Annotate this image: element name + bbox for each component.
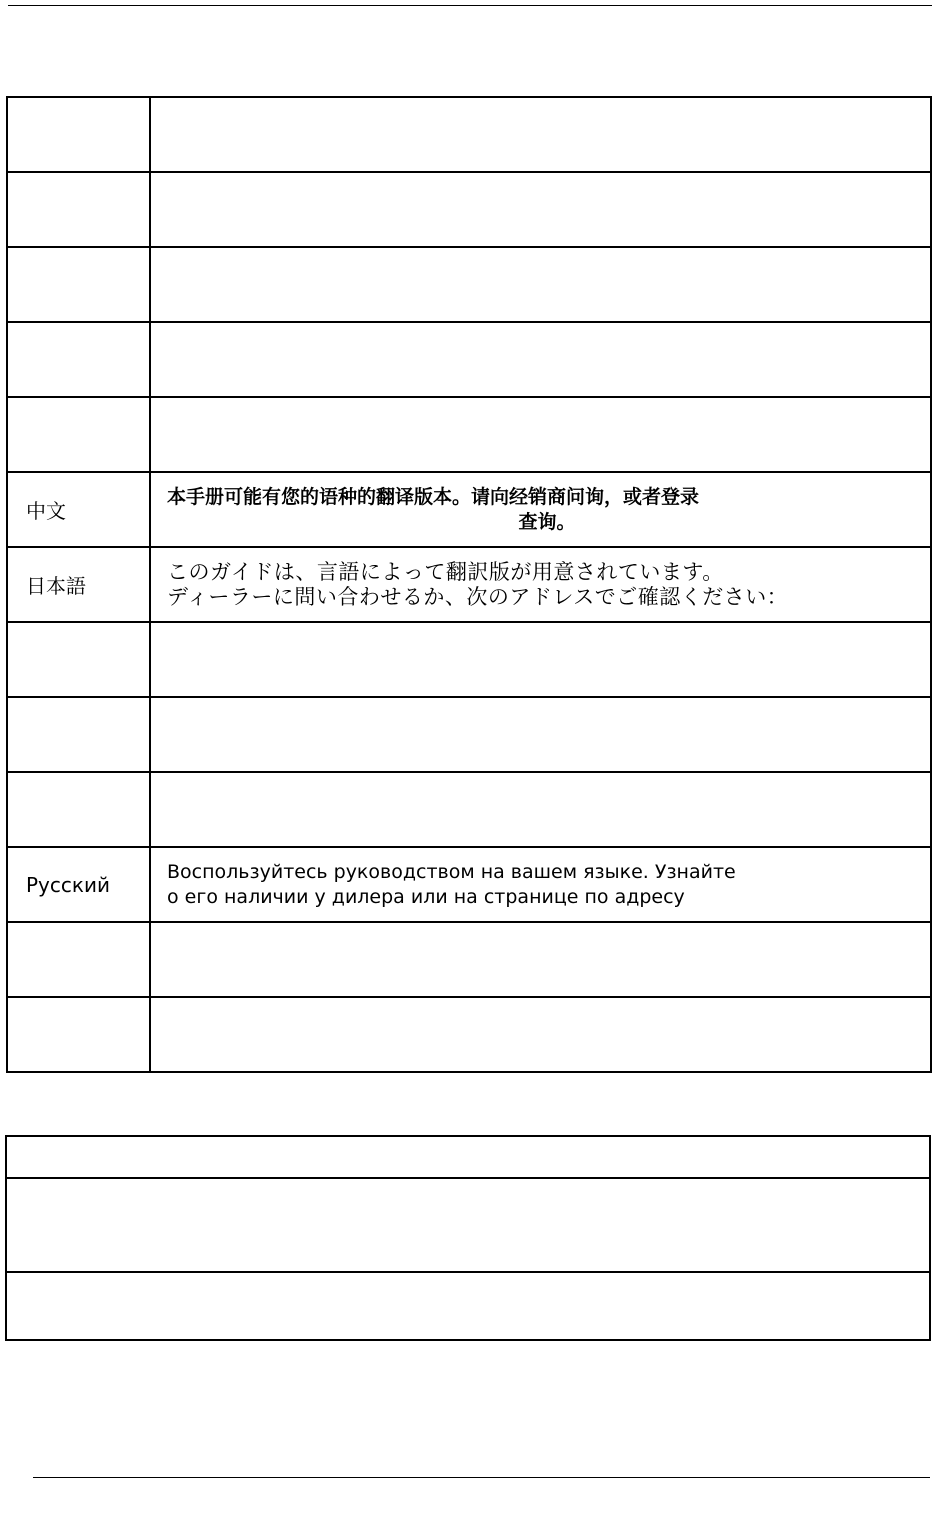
table-row xyxy=(7,772,931,847)
table-row xyxy=(7,397,931,472)
chinese-line-1: 本手册可能有您的语种的翻译版本。请向经销商问询，或者登录 xyxy=(167,485,700,508)
table-row xyxy=(7,322,931,397)
chinese-line-2: 查询。 xyxy=(518,510,576,533)
footer-cell xyxy=(6,1136,930,1178)
footer-row xyxy=(6,1178,930,1272)
top-rule xyxy=(8,5,932,6)
language-label xyxy=(7,247,150,322)
bottom-rule xyxy=(33,1477,930,1478)
language-text xyxy=(150,247,931,322)
table-row xyxy=(7,697,931,772)
language-text xyxy=(150,397,931,472)
language-label xyxy=(7,97,150,172)
japanese-line-1: このガイドは、言語によって翻訳版が用意されています。 xyxy=(167,559,724,584)
footer-cell xyxy=(6,1272,930,1340)
language-text xyxy=(150,322,931,397)
language-text xyxy=(150,172,931,247)
footer-row xyxy=(6,1136,930,1178)
language-text xyxy=(150,97,931,172)
language-label xyxy=(7,697,150,772)
table-row xyxy=(7,997,931,1072)
language-label xyxy=(7,622,150,697)
language-label-chinese: 中文 xyxy=(7,472,150,547)
table-row-japanese xyxy=(7,547,931,622)
language-text-chinese xyxy=(150,472,931,547)
language-label-russian: Русский xyxy=(7,847,150,922)
japanese-line-2: ディーラーに問い合わせるか、次のアドレスでご確認ください： xyxy=(167,584,789,609)
footer-table xyxy=(5,1135,931,1341)
table-row xyxy=(7,622,931,697)
table-row xyxy=(7,97,931,172)
language-label xyxy=(7,172,150,247)
footer-row xyxy=(6,1272,930,1340)
language-label-japanese: 日本語 xyxy=(7,547,150,622)
language-label xyxy=(7,397,150,472)
table-row xyxy=(7,922,931,997)
language-label xyxy=(7,997,150,1072)
table-row-chinese xyxy=(7,472,931,547)
table-row xyxy=(7,172,931,247)
language-text-russian xyxy=(150,847,931,922)
language-text-japanese xyxy=(150,547,931,622)
russian-line-1: Воспользуйтесь руководством на вашем языке. Узнайте xyxy=(167,860,736,883)
table-row xyxy=(7,247,931,322)
language-table xyxy=(6,96,932,1073)
language-label xyxy=(7,922,150,997)
language-text xyxy=(150,622,931,697)
language-text xyxy=(150,922,931,997)
russian-line-2: о его наличии у дилера или на странице по адресу xyxy=(167,885,685,908)
language-label xyxy=(7,772,150,847)
language-label xyxy=(7,322,150,397)
footer-cell xyxy=(6,1178,930,1272)
language-text xyxy=(150,697,931,772)
table-row-russian xyxy=(7,847,931,922)
language-text xyxy=(150,772,931,847)
language-text xyxy=(150,997,931,1072)
